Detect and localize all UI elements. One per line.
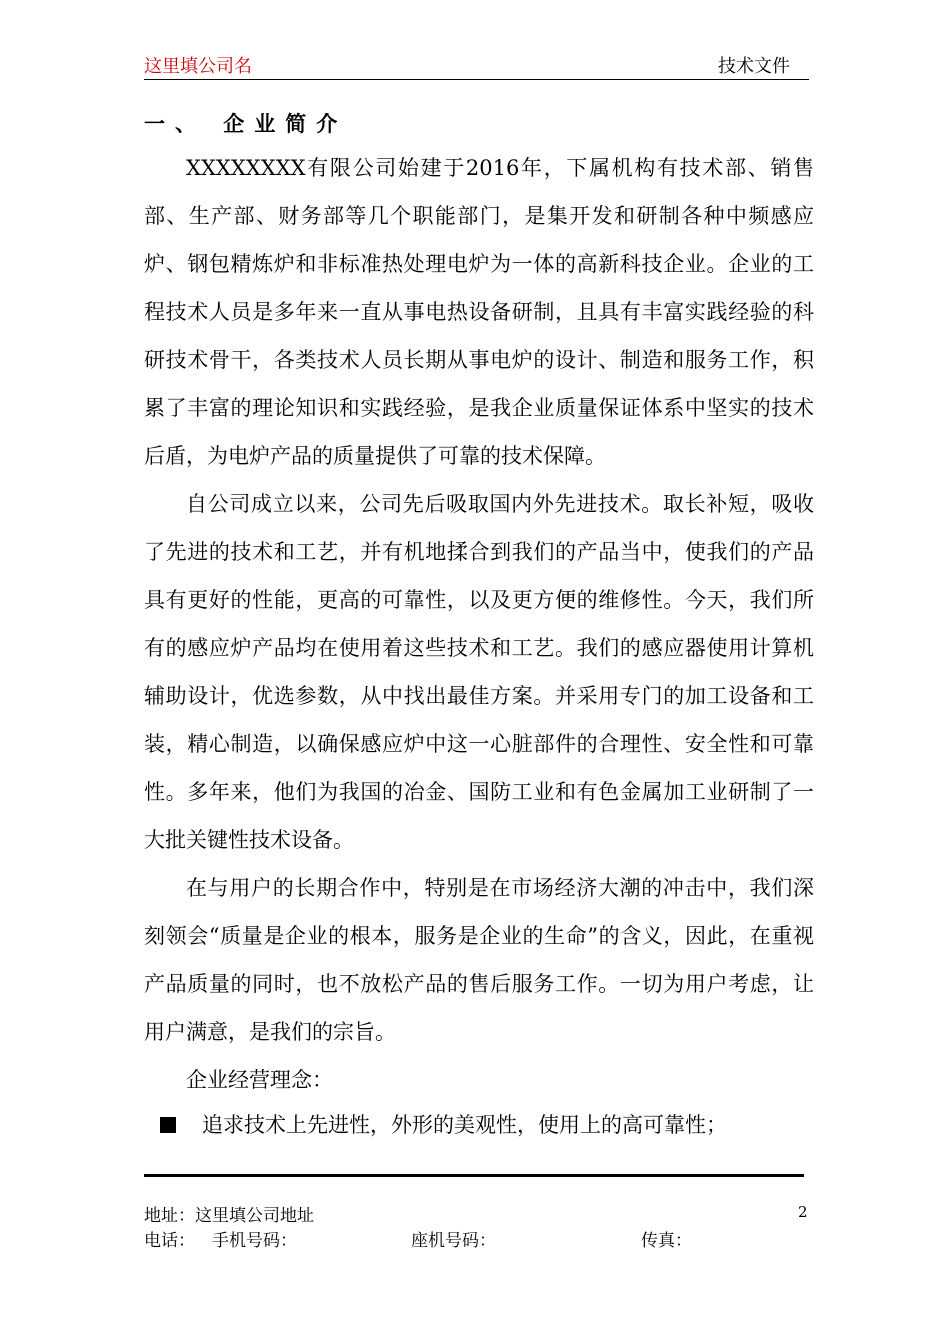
footer-fax-label: 传真： — [641, 1231, 692, 1251]
body-text — [144, 144, 814, 1104]
bullet-item — [160, 1101, 727, 1149]
paragraph-service: 在与用户的长期合作中，特别是在市场经济大潮的冲击中，我们深刻领会“质量是企业的根本，服务是企业的生命”的含义，因此，在重视产品质量的同时，也不放松产品的售后服务工作。一切为用户考虑，让用户满意，是我们的宗旨。 — [144, 876, 814, 1044]
footer-address: 地址：这里填公司地址 — [144, 1206, 314, 1226]
footer-landline-label: 座机号码： — [411, 1231, 496, 1251]
square-bullet-icon — [160, 1117, 176, 1133]
bullet-text: 追求技术上先进性，外形的美观性，使用上的高可靠性； — [202, 1113, 727, 1137]
footer-divider — [144, 1174, 804, 1177]
header-company-name: 这里填公司名 — [144, 56, 252, 77]
header-document-type: 技术文件 — [718, 56, 790, 77]
header-divider — [144, 79, 809, 80]
paragraph-intro: XXXXXXXX有限公司始建于2016年，下属机构有技术部、销售部、生产部、财务部等几个职能部门，是集开发和研制各种中频感应炉、钢包精炼炉和非标准热处理电炉为一体的高新科技企业。企业的工程技术人员是多年来一直从事电热设备研制，且具有丰富实践经验的科研技术骨干，各类技术人员长期从事电炉的设计、制造和服务工作，积累了丰富的理论知识和实践经验，是我企业质量保证体系中坚实的技术后盾，为电炉产品的质量提供了可靠的技术保障。 — [144, 156, 814, 468]
footer-mobile-label: 手机号码： — [212, 1231, 297, 1251]
footer-phone-label: 电话： — [144, 1231, 195, 1251]
paragraph-technology: 自公司成立以来，公司先后吸取国内外先进技术。取长补短，吸收了先进的技术和工艺，并有机地揉合到我们的产品当中，使我们的产品具有更好的性能，更高的可靠性，以及更方便的维修性。今天，我们所有的感应炉产品均在使用着这些技术和工艺。我们的感应器使用计算机辅助设计，优选参数，从中找出最佳方案。并采用专门的加工设备和工装，精心制造，以确保感应炉中这一心脏部件的合理性、安全性和可靠性。多年来，他们为我国的冶金、国防工业和有色金属加工业研制了一大批关键性技术设备。 — [144, 492, 814, 852]
page-number: 2 — [798, 1203, 808, 1221]
philosophy-label: 企业经营理念： — [186, 1068, 333, 1092]
section-title: 一、 企业简介 — [144, 111, 348, 136]
